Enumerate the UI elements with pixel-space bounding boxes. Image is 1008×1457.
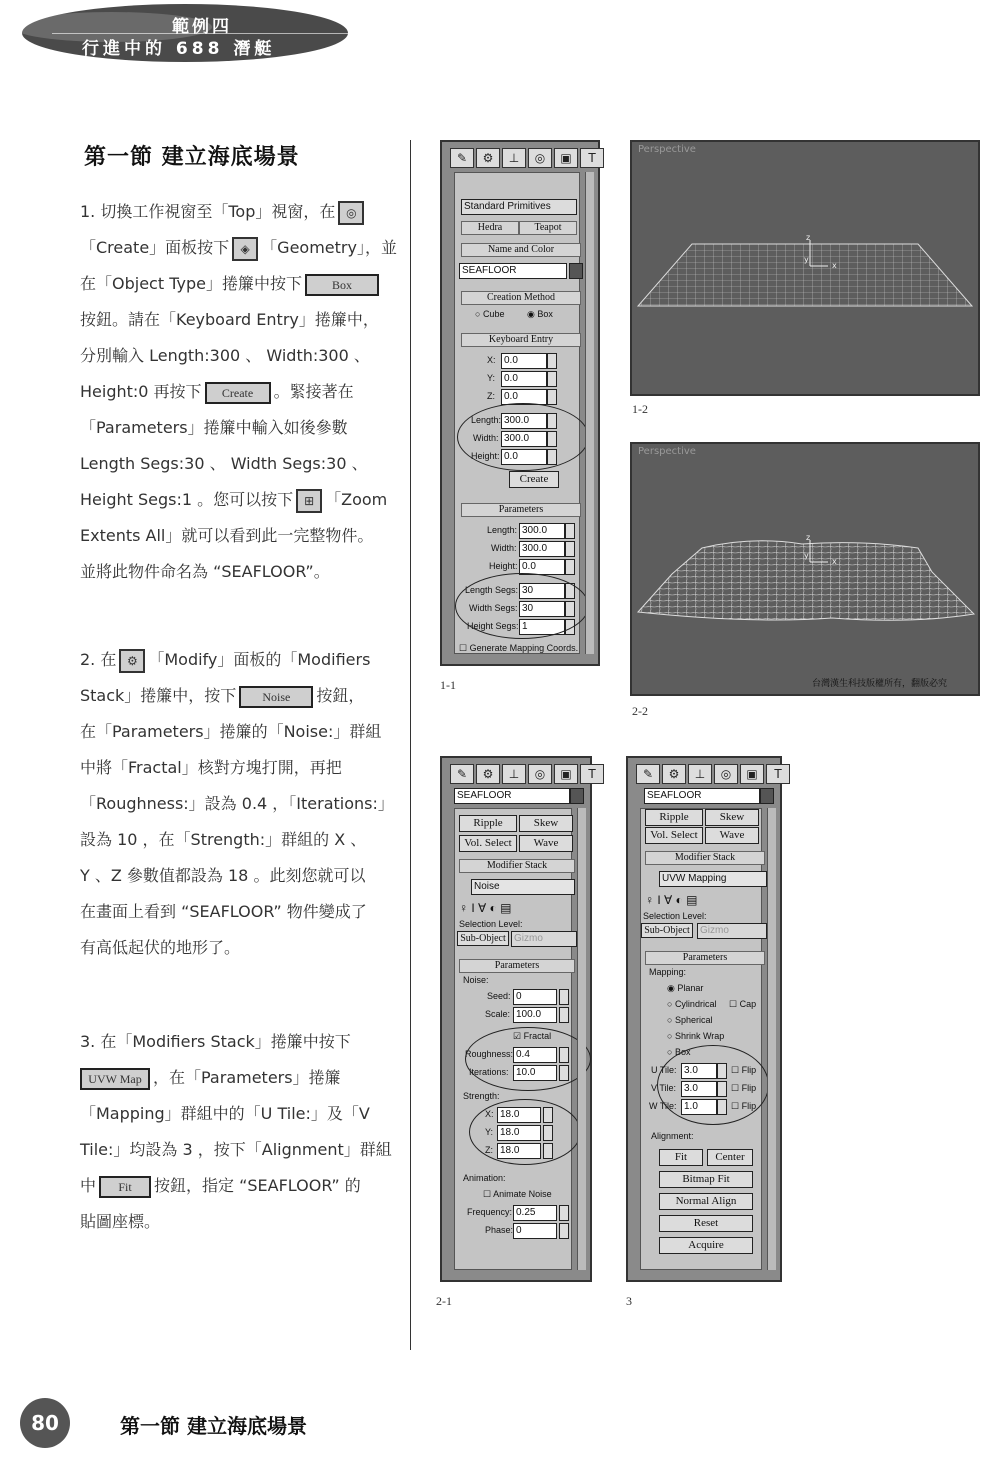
svg-text:x: x <box>832 557 837 566</box>
planar-radio[interactable]: ◉ Planar <box>667 983 704 993</box>
strength-y-field[interactable]: 18.0 <box>497 1125 541 1141</box>
fit-button[interactable]: Fit <box>659 1149 703 1166</box>
roughness-field[interactable]: 0.4 <box>513 1047 557 1063</box>
length-label: Length: <box>471 415 502 425</box>
svg-text:x: x <box>832 261 837 270</box>
perspective-viewport-flat[interactable] <box>630 140 980 396</box>
vol-select-button[interactable]: Vol. Select <box>459 835 517 852</box>
hierarchy-tab-icon[interactable]: ⊥ <box>502 148 526 168</box>
cylindrical-label: Cylindrical <box>674 999 717 1009</box>
generate-mapping-checkbox[interactable]: ☐ Generate Mapping Coords. <box>459 643 579 653</box>
create-tab-icon[interactable]: ✎ <box>636 764 660 784</box>
page-number-badge: 80 <box>20 1398 70 1448</box>
generate-mapping-label: Generate Mapping Coords. <box>469 643 579 653</box>
text: 1. 切換工作視窗至「Top」視窗，在 <box>80 202 336 221</box>
sub-object-button[interactable]: Sub-Object <box>457 931 509 946</box>
scrollbar[interactable] <box>585 172 594 654</box>
w-flip-checkbox[interactable]: ☐ Flip <box>731 1101 757 1111</box>
figure-caption-1-1: 1-1 <box>440 678 456 692</box>
perspective-viewport-noise[interactable] <box>630 442 980 696</box>
text: 貼圖座標。 <box>80 1212 161 1231</box>
x-field[interactable]: 0.0 <box>501 353 547 369</box>
y-label: Y: <box>487 373 496 383</box>
utilities-tab-icon[interactable]: T <box>766 764 790 784</box>
spinner[interactable] <box>547 353 557 369</box>
roughness-label: Roughness: <box>465 1049 514 1059</box>
figure-caption-1-2: 1-2 <box>632 402 648 416</box>
highlight-oval <box>469 1099 581 1165</box>
teapot-button[interactable]: Teapot <box>519 221 577 235</box>
motion-tab-icon[interactable]: ◎ <box>528 148 552 168</box>
z-label: Z: <box>487 391 495 401</box>
bitmap-fit-button[interactable]: Bitmap Fit <box>659 1171 753 1188</box>
scrollbar[interactable] <box>767 808 776 1270</box>
animate-noise-checkbox[interactable]: ☐ Animate Noise <box>483 1189 552 1199</box>
text: 「Mapping」群組中的「U Tile:」及「V <box>80 1104 370 1123</box>
shrink-wrap-label: Shrink Wrap <box>674 1031 725 1041</box>
width-label: Width: <box>473 433 499 443</box>
command-tabs <box>450 148 604 168</box>
scale-label: Scale: <box>485 1009 511 1019</box>
noise-modify-panel-figure <box>440 756 596 1282</box>
fit-button-figure: Fit <box>99 1176 151 1198</box>
color-swatch[interactable] <box>570 788 584 804</box>
text: 中 <box>80 1176 97 1195</box>
text: Height:0 再按下 <box>80 382 202 401</box>
noise-button-figure: Noise <box>239 686 313 708</box>
spinner[interactable] <box>547 389 557 405</box>
color-swatch[interactable] <box>760 788 774 804</box>
width-segs-label: Width Segs: <box>469 603 518 613</box>
uvw-map-button-figure: UVW Map <box>80 1068 150 1090</box>
motion-tab-icon[interactable]: ◎ <box>528 764 552 784</box>
text: 中將「Fractal」核對方塊打開，再把 <box>80 758 342 777</box>
text: 。緊接著在 <box>273 382 354 401</box>
scale-field[interactable]: 100.0 <box>513 1007 557 1023</box>
display-tab-icon[interactable]: ▣ <box>554 148 578 168</box>
text: 分別輸入 Length:300 、 Width:300 、 <box>80 346 370 365</box>
box-label: Box <box>674 1047 691 1057</box>
object-name-field[interactable]: SEAFLOOR <box>454 788 570 804</box>
svg-text:z: z <box>806 533 811 542</box>
rollout-area <box>454 172 580 654</box>
skew-button[interactable]: Skew <box>519 815 573 832</box>
hierarchy-tab-icon[interactable]: ⊥ <box>502 764 526 784</box>
spinner[interactable] <box>559 1205 569 1221</box>
modify-tab-icon[interactable]: ⚙ <box>476 148 500 168</box>
hierarchy-tab-icon[interactable]: ⊥ <box>688 764 712 784</box>
text: 3. 在「Modifiers Stack」捲簾中按下 <box>80 1032 351 1051</box>
seed-label: Seed: <box>487 991 511 1001</box>
z-field[interactable]: 0.0 <box>501 389 547 405</box>
parameters-rollout[interactable]: Parameters <box>459 959 575 973</box>
ripple-button[interactable]: Ripple <box>459 815 517 832</box>
flip-label: Flip <box>741 1065 757 1075</box>
uvw-modify-panel-figure <box>626 756 782 1282</box>
z-label: Z: <box>485 1145 493 1155</box>
viewport-label: Perspective <box>638 144 696 155</box>
param-height-field[interactable]: 0.0 <box>519 559 565 575</box>
selection-level-label: Selection Level: <box>643 911 707 921</box>
scrollbar[interactable] <box>577 808 586 1270</box>
top-view-icon: ◎ <box>338 201 364 225</box>
center-button[interactable]: Center <box>707 1149 753 1166</box>
svg-text:y: y <box>804 551 809 560</box>
cap-checkbox[interactable]: ☐ Cap <box>729 999 757 1009</box>
display-tab-icon[interactable]: ▣ <box>740 764 764 784</box>
text: Tile:」均設為 3 ，按下「Alignment」群組 <box>80 1140 392 1159</box>
chapter-header <box>22 4 348 64</box>
section-title: 第一節 建立海底場景 <box>84 145 300 170</box>
iterations-field[interactable]: 10.0 <box>513 1065 557 1081</box>
length-segs-field[interactable]: 30 <box>519 583 565 599</box>
v-flip-checkbox[interactable]: ☐ Flip <box>731 1083 757 1093</box>
modify-tab-icon[interactable]: ⚙ <box>476 764 500 784</box>
width-label: Width: <box>491 543 517 553</box>
parameters-rollout[interactable]: Parameters <box>645 951 765 965</box>
text: 按鈕。請在「Keyboard Entry」捲簾中， <box>80 310 379 329</box>
w-tile-label: W Tile: <box>649 1101 677 1111</box>
noise-terrain-wireframe <box>632 444 978 694</box>
mapping-group-label: Mapping: <box>649 967 687 977</box>
param-width-field[interactable]: 300.0 <box>519 541 565 557</box>
w-tile-field[interactable]: 1.0 <box>681 1099 717 1115</box>
x-label: X: <box>487 355 496 365</box>
spinner[interactable] <box>559 1223 569 1239</box>
fractal-label: Fractal <box>523 1031 552 1041</box>
keyboard-entry-rollout[interactable]: Keyboard Entry <box>461 333 581 347</box>
step1-text <box>80 194 397 590</box>
u-flip-checkbox[interactable]: ☐ Flip <box>731 1065 757 1075</box>
length-segs-label: Length Segs: <box>465 585 519 595</box>
command-tabs <box>450 764 604 784</box>
text: Y 、Z 參數值都設為 18 。此刻您就可以 <box>80 866 366 885</box>
text: 設為 10 ，在「Strength:」群組的 X 、 <box>80 830 367 849</box>
modifier-stack-dropdown[interactable]: UVW Mapping <box>659 871 767 887</box>
text: 在「Object Type」捲簾中按下 <box>80 274 302 293</box>
hedra-button[interactable]: Hedra <box>461 221 519 235</box>
reset-button[interactable]: Reset <box>659 1215 753 1232</box>
flip-label: Flip <box>741 1101 757 1111</box>
text: 「Parameters」捲簾中輸入如後參數 <box>80 418 348 437</box>
text: Height Segs:1 。您可以按下 <box>80 490 294 509</box>
text: 有高低起伏的地形了。 <box>80 938 241 957</box>
u-tile-label: U Tile: <box>651 1065 677 1075</box>
cube-label: Cube <box>482 309 505 319</box>
stack-tool-icons[interactable]: ♀ I ∀ ◐ ▤ <box>459 901 512 915</box>
modifier-stack-rollout[interactable]: Modifier Stack <box>459 859 575 873</box>
text: 「Roughness:」設為 0.4 ，「Iterations:」 <box>80 794 394 813</box>
box-button-figure: Box <box>305 274 379 296</box>
copyright-note: 台灣漢生科技版權所有，翻版必究 <box>812 679 948 689</box>
phase-field[interactable]: 0 <box>513 1223 557 1239</box>
length-field[interactable]: 300.0 <box>501 413 547 429</box>
text: 在畫面上看到 “SEAFLOOR” 物件變成了 <box>80 902 367 921</box>
create-button-figure: Create <box>205 382 271 404</box>
box-label: Box <box>537 309 553 319</box>
text: 在「Parameters」捲簾的「Noise:」群組 <box>80 722 382 741</box>
strength-z-field[interactable]: 18.0 <box>497 1143 541 1159</box>
figure-caption-2-1: 2-1 <box>436 1294 452 1308</box>
svg-text:y: y <box>804 255 809 264</box>
selection-level-label: Selection Level: <box>459 919 523 929</box>
box-radio[interactable]: ◉ Box <box>527 309 553 319</box>
length-label: Length: <box>487 525 518 535</box>
fractal-checkbox[interactable]: ☑ Fractal <box>513 1031 552 1041</box>
display-tab-icon[interactable]: ▣ <box>554 764 578 784</box>
strength-x-field[interactable]: 18.0 <box>497 1107 541 1123</box>
text: 並將此物件命名為 “SEAFLOOR”。 <box>80 562 330 581</box>
spinner[interactable] <box>565 541 575 557</box>
spinner[interactable] <box>547 371 557 387</box>
height-segs-label: Height Segs: <box>467 621 519 631</box>
flat-grid-wireframe <box>632 142 978 394</box>
text: ，在「Parameters」捲簾 <box>153 1068 341 1087</box>
u-tile-field[interactable]: 3.0 <box>681 1063 717 1079</box>
flip-label: Flip <box>741 1083 757 1093</box>
geometry-icon: ◈ <box>232 237 258 261</box>
spinner[interactable] <box>559 989 569 1005</box>
acquire-button[interactable]: Acquire <box>659 1237 753 1254</box>
width-field[interactable]: 300.0 <box>501 431 547 447</box>
spinner[interactable] <box>565 523 575 539</box>
animate-noise-label: Animate Noise <box>493 1189 552 1199</box>
text: 「Create」面板按下 <box>80 238 230 257</box>
text: 「Geometry」，並 <box>261 238 397 257</box>
text: Extents All」就可以看到此一完整物件。 <box>80 526 374 545</box>
name-color-rollout[interactable]: Name and Color <box>461 243 581 257</box>
spinner[interactable] <box>559 1007 569 1023</box>
shrink-wrap-radio[interactable]: ○ Shrink Wrap <box>667 1031 725 1041</box>
cap-label: Cap <box>739 999 757 1009</box>
seed-field[interactable]: 0 <box>513 989 557 1005</box>
create-tab-icon[interactable]: ✎ <box>450 148 474 168</box>
y-field[interactable]: 0.0 <box>501 371 547 387</box>
text: 「Zoom <box>325 490 388 509</box>
box-radio[interactable]: ○ Box <box>667 1047 691 1057</box>
noise-group-label: Noise: <box>463 975 489 985</box>
alignment-group-label: Alignment: <box>651 1131 694 1141</box>
ripple-button[interactable]: Ripple <box>645 809 703 826</box>
header-example: 範例四 <box>172 17 232 37</box>
modify-icon: ⚙ <box>119 649 145 673</box>
phase-label: Phase: <box>485 1225 514 1235</box>
cylindrical-radio[interactable]: ○ Cylindrical <box>667 999 717 1009</box>
zoom-extents-icon: ⊞ <box>296 489 322 513</box>
svg-text:z: z <box>806 233 811 242</box>
create-button[interactable]: Create <box>509 471 559 488</box>
color-swatch[interactable] <box>569 263 583 279</box>
highlight-oval <box>465 1027 591 1091</box>
vol-select-button[interactable]: Vol. Select <box>645 827 703 844</box>
object-category-dropdown[interactable]: Standard Primitives <box>461 199 577 215</box>
normal-align-button[interactable]: Normal Align <box>659 1193 753 1210</box>
animation-group-label: Animation: <box>463 1173 506 1183</box>
header-subtitle: 行進中的 688 潛艇 <box>82 39 276 59</box>
spherical-radio[interactable]: ○ Spherical <box>667 1015 713 1025</box>
rollout-area <box>640 808 762 1270</box>
sub-object-dropdown[interactable]: Gizmo <box>511 931 577 947</box>
wave-button[interactable]: Wave <box>519 835 573 852</box>
height-label: Height: <box>471 451 500 461</box>
skew-button[interactable]: Skew <box>705 809 759 826</box>
sub-object-button[interactable]: Sub-Object <box>641 923 693 938</box>
spinner[interactable] <box>565 559 575 575</box>
planar-label: Planar <box>677 983 704 993</box>
width-segs-field[interactable]: 30 <box>519 601 565 617</box>
rollout-area <box>454 808 572 1270</box>
height-field[interactable]: 0.0 <box>501 449 547 465</box>
step2-text <box>80 642 392 966</box>
highlight-oval <box>657 1045 769 1125</box>
command-tabs <box>636 764 790 784</box>
text: 「Modify」面板的「Modifiers <box>148 650 371 669</box>
motion-tab-icon[interactable]: ◎ <box>714 764 738 784</box>
parameters-rollout[interactable]: Parameters <box>461 503 581 517</box>
viewport-label: Perspective <box>638 446 696 457</box>
object-name-field[interactable]: SEAFLOOR <box>644 788 760 804</box>
x-label: X: <box>485 1109 494 1119</box>
highlight-oval <box>455 573 589 639</box>
column-divider <box>410 140 411 1350</box>
text: 按鈕，指定 “SEAFLOOR” 的 <box>154 1176 361 1195</box>
strength-group-label: Strength: <box>463 1091 500 1101</box>
figure-caption-3: 3 <box>626 1294 632 1308</box>
sub-object-dropdown[interactable]: Gizmo <box>697 923 767 939</box>
object-name-field[interactable]: SEAFLOOR <box>459 263 567 279</box>
highlight-oval <box>457 403 589 471</box>
stack-tool-icons[interactable]: ♀ I ∀ ◐ ▤ <box>645 893 698 907</box>
frequency-field[interactable]: 0.25 <box>513 1205 557 1221</box>
creation-method-rollout[interactable]: Creation Method <box>461 291 581 305</box>
utilities-tab-icon[interactable]: T <box>580 764 604 784</box>
modifier-stack-rollout[interactable]: Modifier Stack <box>645 851 765 865</box>
iterations-label: Iterations: <box>469 1067 509 1077</box>
text: Length Segs:30 、 Width Segs:30 、 <box>80 454 368 473</box>
footer-section-title: 第一節 建立海底場景 <box>120 1414 307 1438</box>
modify-tab-icon[interactable]: ⚙ <box>662 764 686 784</box>
text: 按鈕， <box>316 686 365 705</box>
v-tile-field[interactable]: 3.0 <box>681 1081 717 1097</box>
utilities-tab-icon[interactable]: T <box>580 148 604 168</box>
text: Stack」捲簾中，按下 <box>80 686 237 705</box>
step3-text <box>80 1024 392 1240</box>
height-label: Height: <box>489 561 518 571</box>
cube-radio[interactable]: ○ Cube <box>475 309 505 319</box>
param-length-field[interactable]: 300.0 <box>519 523 565 539</box>
height-segs-field[interactable]: 1 <box>519 619 565 635</box>
create-panel-figure <box>440 140 600 666</box>
text: 2. 在 <box>80 650 117 669</box>
spherical-label: Spherical <box>674 1015 713 1025</box>
frequency-label: Frequency: <box>467 1207 513 1217</box>
modifier-stack-dropdown[interactable]: Noise <box>471 879 575 895</box>
figure-caption-2-2: 2-2 <box>632 704 648 718</box>
create-tab-icon[interactable]: ✎ <box>450 764 474 784</box>
y-label: Y: <box>485 1127 494 1137</box>
v-tile-label: V Tile: <box>651 1083 677 1093</box>
wave-button[interactable]: Wave <box>705 827 759 844</box>
